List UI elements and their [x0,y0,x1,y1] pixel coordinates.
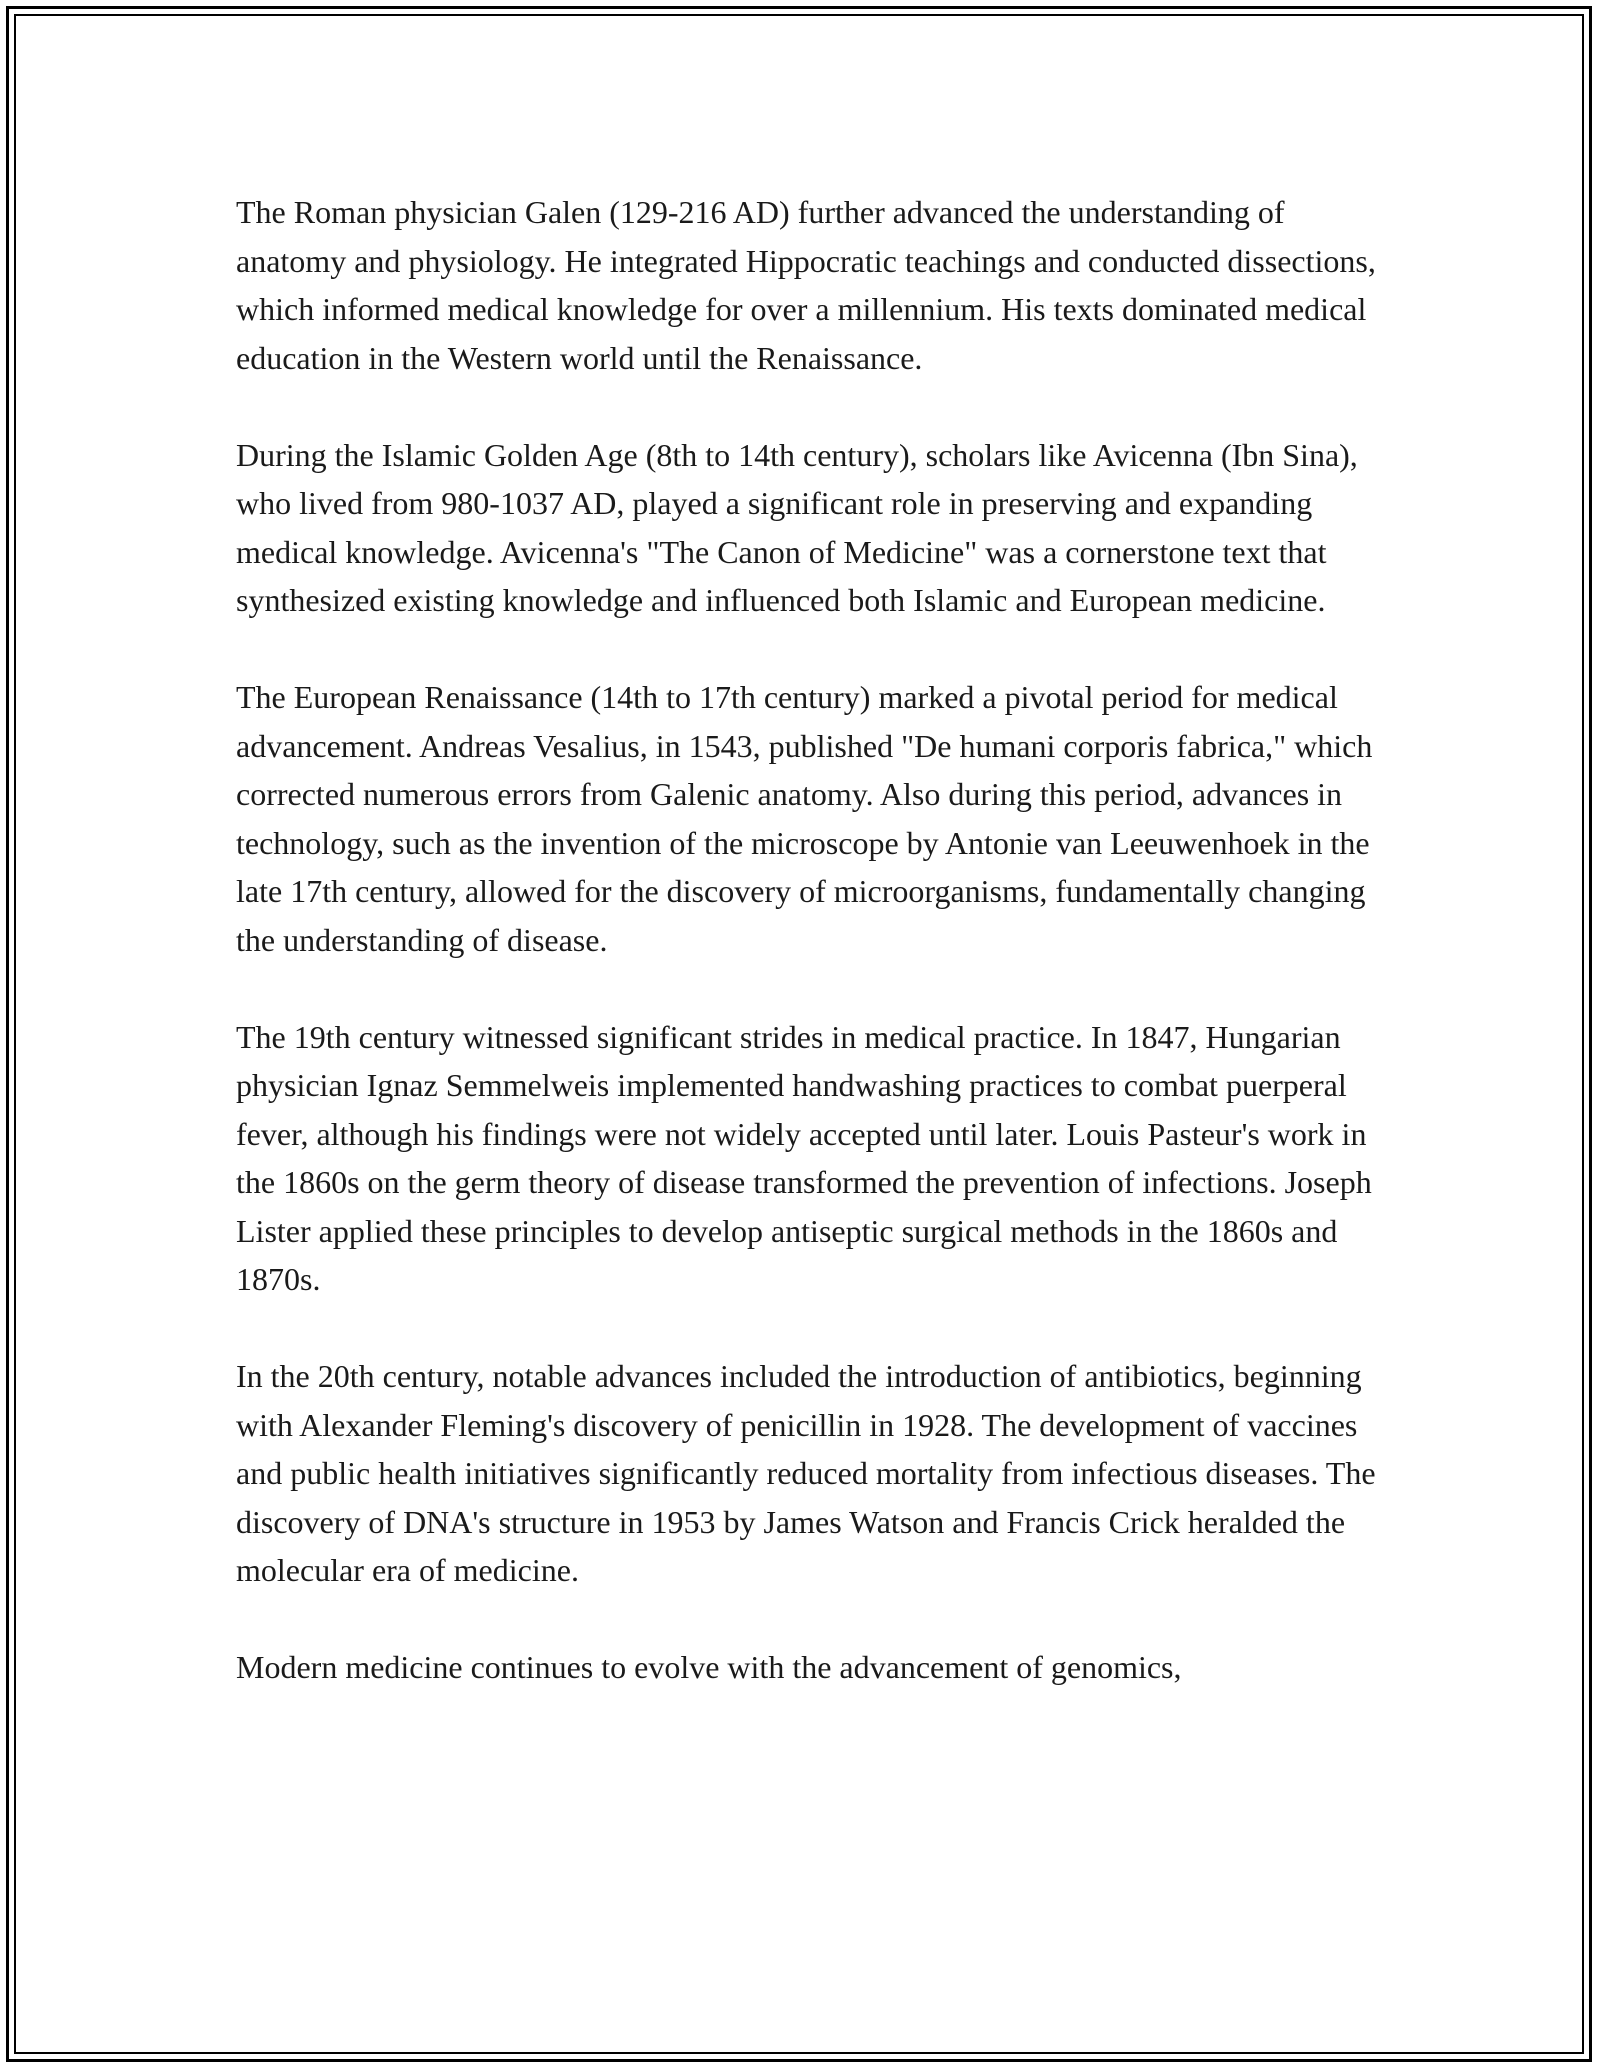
document-body [236,188,1376,1740]
paragraph-20th-century: In the 20th century, notable advances included the introduction of antibiotics, beginning with Alexander Fleming's discovery of penicillin in 1928. The development of vaccines and public health initiatives significantly reduced mortality from infectious diseases. The discovery of DNA's structure in 1953 by James Watson and Francis Crick heralded the molecular era of medicine. [236,1358,1376,1588]
paragraph-19th-century: The 19th century witnessed significant strides in medical practice. In 1847, Hungarian physician Ignaz Semmelweis implemented handwashing practices to combat puerperal fever, although his findings were not widely accepted until later. Louis Pasteur's work in the 1860s on the germ theory of disease transformed the prevention of infections. Joseph Lister applied these principles to develop antiseptic surgical methods in the 1860s and 1870s. [236,1018,1372,1297]
paragraph-modern-medicine: Modern medicine continues to evolve with the advancement of genomics, [236,1649,1182,1685]
paragraph-european-renaissance: The European Renaissance (14th to 17th century) marked a pivotal period for medical advancement. Andreas Vesalius, in 1543, published "De humani corporis fabrica," which corrected numerous errors from Galenic anatomy. Also during this period, advances in technology, such as the invention of the microscope by Antonie van Leeuwenhoek in the late 17th century, allowed for the discovery of microorganisms, fundamentally changing the understanding of disease. [236,679,1373,958]
paragraph-islamic-golden-age: During the Islamic Golden Age (8th to 14th century), scholars like Avicenna (Ibn Sina), who lived from 980-1037 AD, played a significant role in preserving and expanding medical knowledge. Avicenna's "The Canon of Medicine" was a cornerstone text that synthesized existing knowledge and influenced both Islamic and European medicine. [236,436,1358,618]
paragraph-galen: The Roman physician Galen (129-216 AD) further advanced the understanding of anatomy and physiology. He integrated Hippocratic teachings and conducted dissections, which informed medical knowledge for over a millennium. His texts dominated medical education in the Western world until the Renaissance. [236,194,1376,376]
